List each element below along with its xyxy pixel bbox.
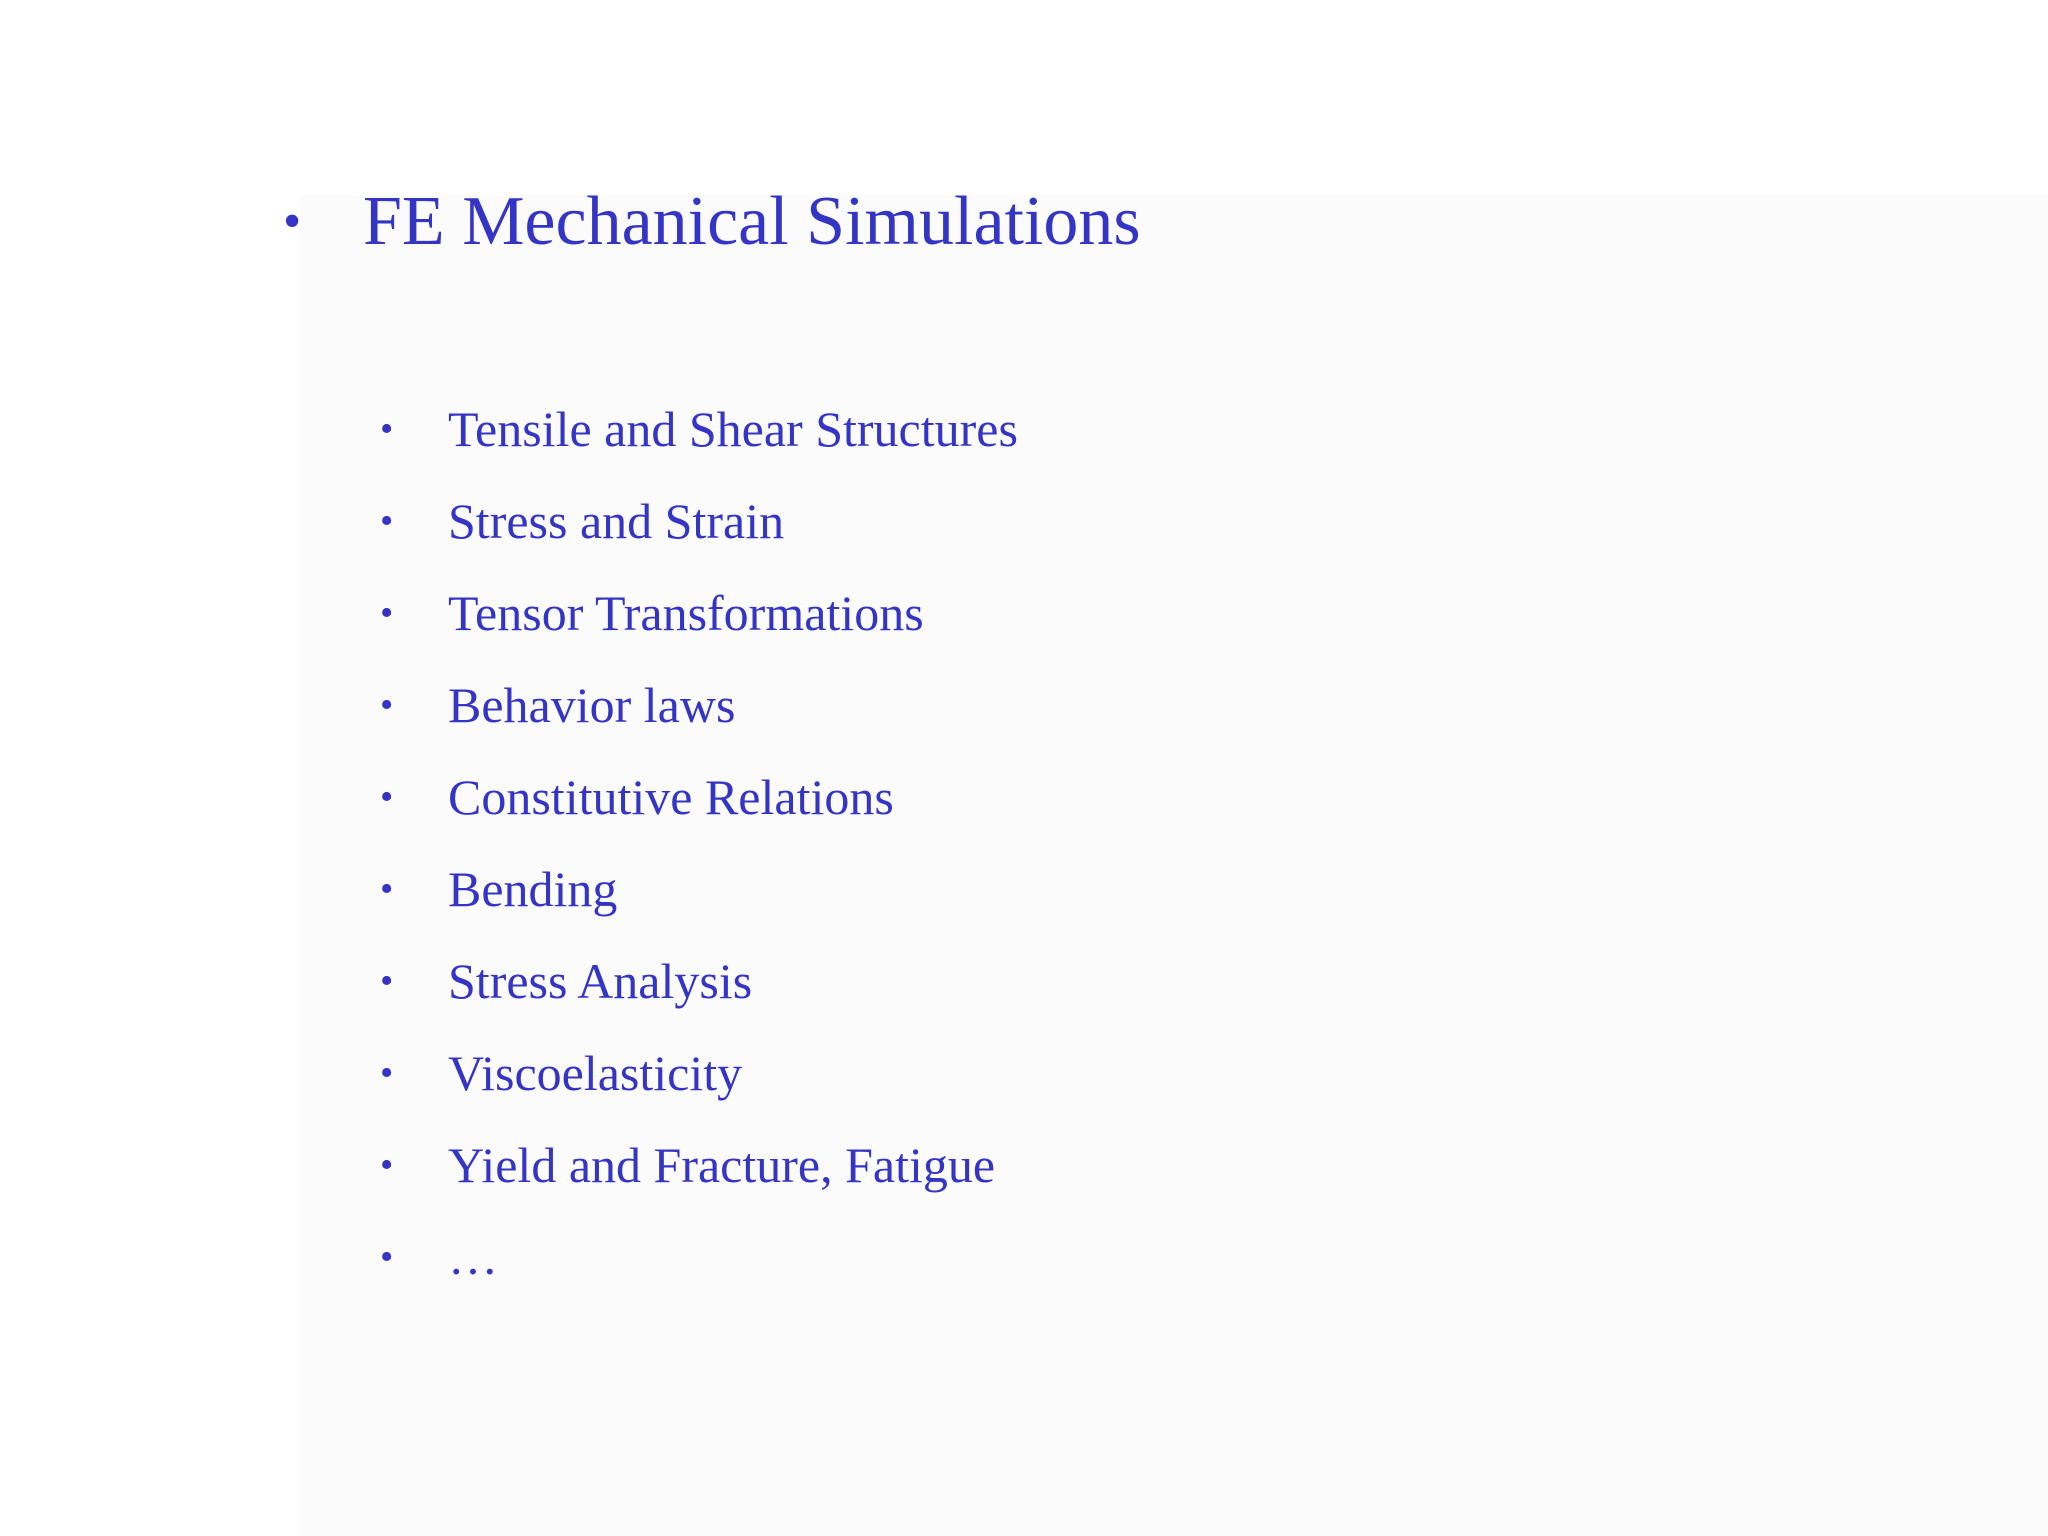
list-bullet: •: [380, 408, 394, 450]
list-item: [380, 843, 1018, 935]
list-bullet: •: [380, 776, 394, 818]
heading-text: FE Mechanical Simulations: [363, 183, 1141, 260]
list-item-text: Stress and Strain: [448, 493, 785, 549]
list-item: [380, 935, 1018, 1027]
list-bullet: •: [380, 868, 394, 910]
list-item-text: Tensile and Shear Structures: [448, 401, 1018, 457]
list-item: [380, 567, 1018, 659]
list-item-text: Yield and Fracture, Fatigue: [448, 1137, 996, 1193]
list-bullet: •: [380, 684, 394, 726]
list-item: [380, 659, 1018, 751]
list-bullet: •: [380, 1144, 394, 1186]
list-item-text: Behavior laws: [448, 677, 736, 733]
list-bullet: •: [380, 1236, 394, 1278]
list-item-text: Bending: [448, 861, 618, 917]
list-item-text: …: [448, 1229, 498, 1285]
list-item: [380, 383, 1018, 475]
list-bullet: •: [380, 500, 394, 542]
list-item: [380, 475, 1018, 567]
list-bullet: •: [380, 960, 394, 1002]
list-item: [380, 1211, 1018, 1303]
list-bullet: •: [380, 592, 394, 634]
heading-bullet: •: [283, 193, 302, 250]
list-item-text: Constitutive Relations: [448, 769, 894, 825]
list-item-text: Stress Analysis: [448, 953, 753, 1009]
list-item: [380, 751, 1018, 843]
list-item: [380, 1027, 1018, 1119]
list-item: [380, 1119, 1018, 1211]
topic-list: [380, 383, 1018, 1303]
slide-heading: [283, 180, 1141, 264]
list-item-text: Viscoelasticity: [448, 1045, 743, 1101]
list-item-text: Tensor Transformations: [448, 585, 924, 641]
list-bullet: •: [380, 1052, 394, 1094]
